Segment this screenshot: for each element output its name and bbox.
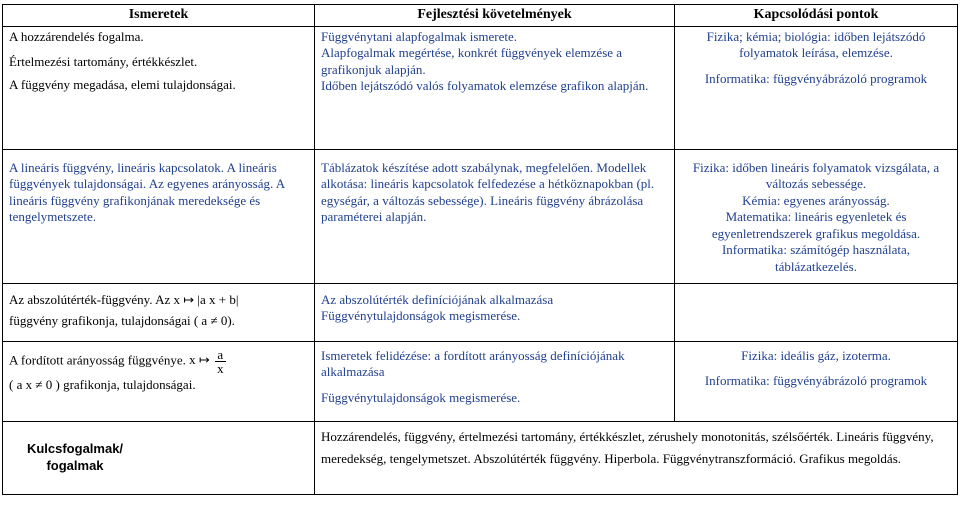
row2-fejlesztesi: Táblázatok készítése adott szabálynak, megfelelően. Modellek alkotása: lineáris kapcsolatok felfedezése a hétköznapokban (pl. egységár, a változás sebessége). Lineáris függvény ábrázolása paraméterei alapján. — [315, 149, 675, 283]
keyterms-label: Kulcsfogalmak/ fogalmak — [26, 441, 124, 473]
header-kapcsolodasi: Kapcsolódási pontok — [675, 5, 958, 27]
row1-ismeretek: A hozzárendelés fogalma. Értelmezési tartomány, értékkészlet. A függvény megadása, elemi tulajdonságai. — [3, 26, 315, 149]
inverse-function-formula: x ↦ $\frac{a}{x}$ — [189, 346, 224, 376]
row-kulcsfogalmak — [3, 421, 958, 494]
row1-fejlesztesi: Függvénytani alapfogalmak ismerete. Alapfogalmak megértése, konkrét függvények elemzése a grafikonjuk alapján. Időben lejátszódó valós folyamatok elemzése grafikon alapján. — [315, 26, 675, 149]
header-row — [3, 5, 958, 27]
row-linearis — [3, 149, 958, 283]
fraction-a-over-x: $\frac{a}{x}$ — [217, 346, 224, 376]
row3-kapcsolodasi — [675, 283, 958, 341]
row-forditott-aranyossag — [3, 341, 958, 421]
row-fuggveny-alapfogalmak — [3, 26, 958, 149]
row3-ismeretek: Az abszolútérték-függvény. Az x ↦ |a x + b| függvény grafikonja, tulajdonságai ( a ≠ 0). — [3, 283, 315, 341]
row2-ismeretek: A lineáris függvény, lineáris kapcsolatok. A lineáris függvények tulajdonságai. Az egyenes arányosság. A lineáris függvény grafikonjának meredeksége és tengelymetszete. — [3, 149, 315, 283]
keyterms-label-cell — [3, 421, 315, 494]
row4-ismeretek: A fordított arányosság függvénye. x ↦ $\frac{a}{x}$ ( a x ≠ 0 ) grafikonja, tulajdonságai. — [3, 341, 315, 421]
header-fejlesztesi: Fejlesztési követelmények — [315, 5, 675, 27]
abs-condition-formula: a ≠ 0 — [201, 313, 228, 328]
row-abszolutertek — [3, 283, 958, 341]
curriculum-table — [2, 4, 958, 495]
row4-fejlesztesi: Ismeretek felidézése: a fordított arányosság definíciójának alkalmazása Függvénytulajdonságok megismerése. — [315, 341, 675, 421]
row1-kapcsolodasi: Fizika; kémia; biológia: időben lejátszódó folyamatok leírása, elemzése. Informatika: függvényábrázoló programok — [675, 26, 958, 149]
row2-kapcsolodasi: Fizika: időben lineáris folyamatok vizsgálata, a változás sebessége. Kémia: egyenes arányosság. Matematika: lineáris egyenletek és egyenletrendszerek grafikus megoldása. Informatika: számítógép használata, táblázatkezelés. — [675, 149, 958, 283]
header-ismeretek: Ismeretek — [3, 5, 315, 27]
row4-kapcsolodasi: Fizika: ideális gáz, izoterma. Informatika: függvényábrázoló programok — [675, 341, 958, 421]
inverse-condition-formula: ( a x ≠ 0 ) — [9, 376, 60, 392]
keyterms-text: Hozzárendelés, függvény, értelmezési tartomány, értékkészlet, zérushely monotonitás, szélsőérték. Lineáris függvény, meredekség, tengelymetszet. Abszolútérték függvény. Hiperbola. Függvénytranszformáció. Grafikus megoldás. — [315, 421, 958, 494]
abs-function-formula: x ↦ |a x + b| — [173, 291, 239, 307]
row3-fejlesztesi: Az abszolútérték definíciójának alkalmazása Függvénytulajdonságok megismerése. — [315, 283, 675, 341]
